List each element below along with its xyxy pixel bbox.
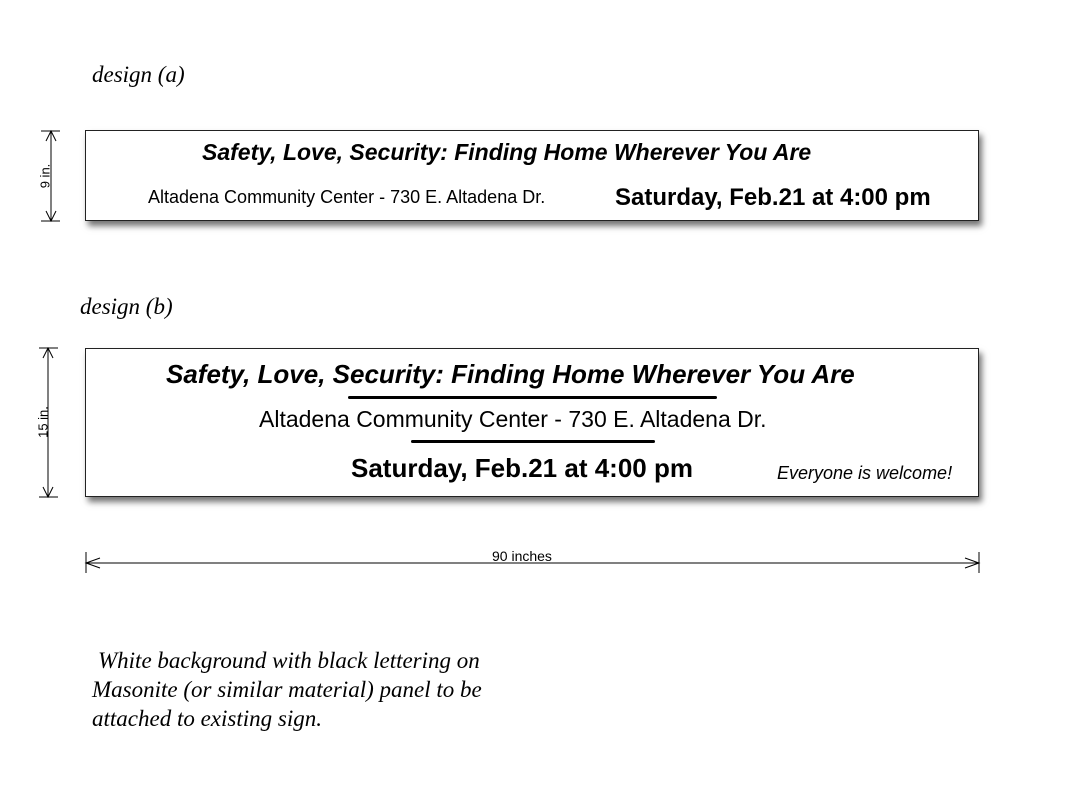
sign-design-b [85,348,979,497]
sign-a-title: Safety, Love, Security: Finding Home Wherever You Are [202,139,812,165]
note-line-2: Masonite (or similar material) panel to be [92,677,482,702]
design-b-label: design (b) [80,294,173,319]
sign-a-date: Saturday, Feb.21 at 4:00 pm [615,184,931,211]
sign-design-a [85,130,979,221]
sign-b-title: Safety, Love, Security: Finding Home Wherever You Are [166,359,855,389]
width-dimension-label: 90 inches [492,548,552,564]
material-note [92,646,482,733]
title-underline [348,396,717,399]
sign-a-address: Altadena Community Center - 730 E. Altadena Dr. [148,187,546,207]
sign-b-welcome: Everyone is welcome! [777,463,953,483]
note-line-3: attached to existing sign. [92,706,322,731]
height-b-dimension-label: 15 in. [35,406,51,438]
address-underline [411,440,655,443]
note-line-1: White background with black lettering on [98,648,480,673]
sign-b-date: Saturday, Feb.21 at 4:00 pm [351,453,693,483]
design-a-label: design (a) [92,62,185,87]
height-a-dimension-label: 9 in. [37,163,53,189]
sign-b-address: Altadena Community Center - 730 E. Altadena Dr. [259,406,767,432]
